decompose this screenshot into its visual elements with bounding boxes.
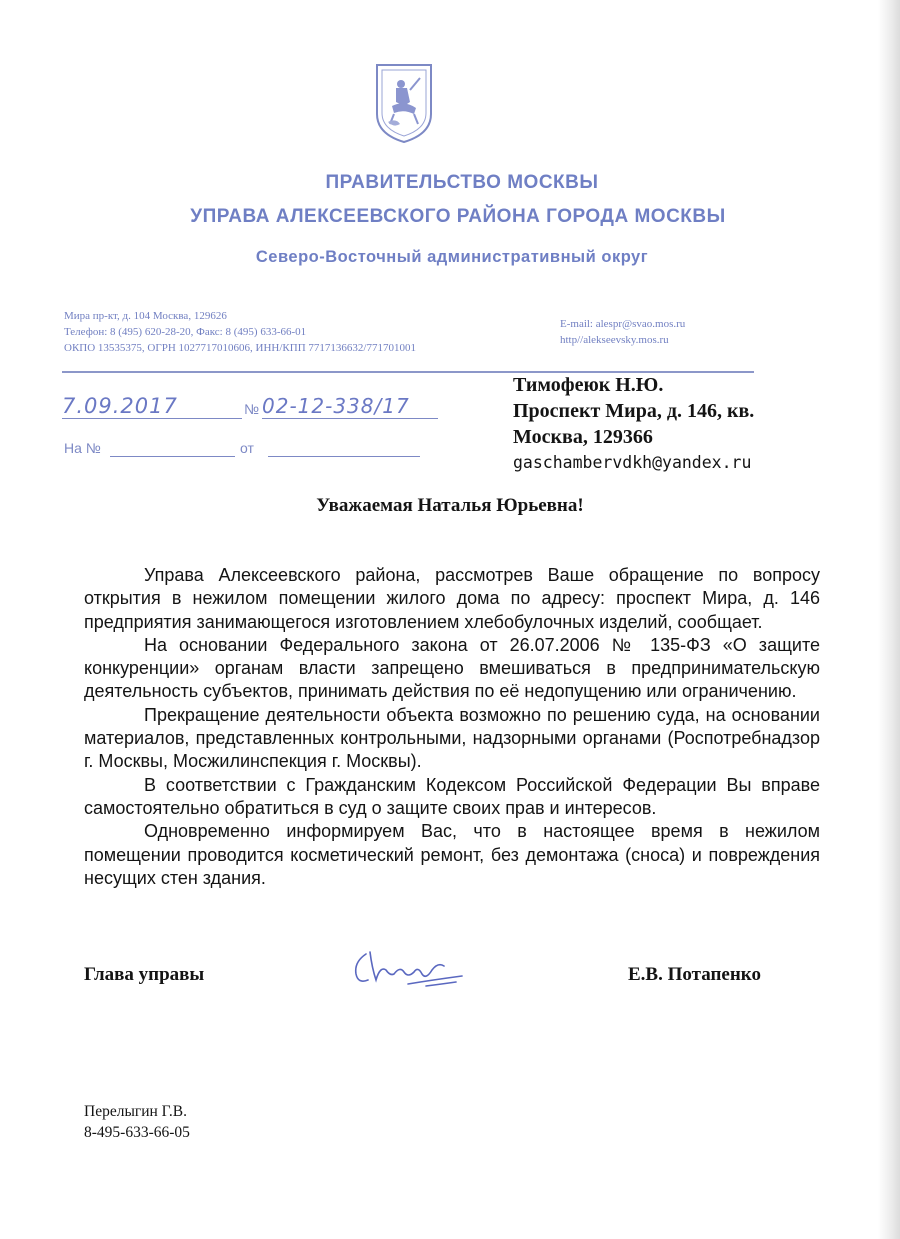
addressee-city: Москва, 129366 (513, 426, 653, 448)
addressee-name: Тимофеюк Н.Ю. (513, 374, 664, 396)
incoming-date-label: от (240, 440, 254, 456)
letterhead-contacts-left (64, 308, 416, 356)
outgoing-number: 02-12-338/17 (262, 394, 438, 419)
signatory-name: Е.В. Потапенко (628, 964, 761, 985)
uprava-title: УПРАВА АЛЕКСЕЕВСКОГО РАЙОНА ГОРОДА МОСКВЫ (190, 206, 726, 227)
government-title: ПРАВИТЕЛЬСТВО МОСКВЫ (325, 172, 599, 193)
paragraph-5: Одновременно информируем Вас, что в настоящее время в нежилом помещении проводится косметический ремонт, без демонтажа (сноса) и повреждения несущих стен здания. (84, 821, 820, 888)
incoming-date-blank (268, 456, 420, 457)
paragraph-3: Прекращение деятельности объекта возможно по решению суда, на основании материалов, представленных контрольными, надзорными органами (Роспотребнадзор г. Москвы, Мосжилинспекция г. Москвы). (84, 704, 820, 772)
executor-name: Перелыгин Г.В. (84, 1103, 187, 1120)
paragraph-1: Управа Алексеевского района, рассмотрев Ваше обращение по вопросу открытия в нежилом помещении жилого дома по адресу: проспект Мира, д. 146 предприятия занимающегося изготовлением хлебобулочных изделий, сообщает. (84, 565, 820, 632)
incoming-number-label: На № (64, 440, 101, 456)
addressee-email: gaschambervdkh@yandex.ru (513, 453, 752, 472)
letter-body (84, 564, 820, 890)
executor-phone: 8-495-633-66-05 (84, 1124, 190, 1141)
outgoing-date: 7.09.2017 (62, 394, 242, 419)
moscow-coat-of-arms-icon (374, 62, 434, 144)
incoming-number-blank (110, 456, 235, 457)
paragraph-2: На основании Федерального закона от 26.07.2006 № 135-ФЗ «О защите конкуренции» органам власти запрещено вмешиваться в предпринимательскую деятельность субъектов, принимать действия по её недопущению или ограничению. (84, 634, 820, 702)
letterhead-email: E-mail: alespr@svao.mos.ru (560, 318, 686, 330)
outgoing-number-label: № (244, 401, 260, 417)
letterhead-address: Мира пр-кт, д. 104 Москва, 129626 (64, 310, 227, 322)
letterhead-website: http//alekseevsky.mos.ru (560, 334, 669, 346)
greeting: Уважаемая Наталья Юрьевна! (316, 495, 584, 516)
letterhead-registration: ОКПО 13535375, ОГРН 1027717010606, ИНН/КПП 7717136632/771701001 (64, 342, 416, 354)
addressee-street: Проспект Мира, д. 146, кв. (513, 400, 755, 422)
handwritten-signature (346, 944, 468, 992)
okrug-title: Северо-Восточный административный округ (255, 248, 649, 266)
addressee-block (513, 372, 754, 476)
letterhead-phone: Телефон: 8 (495) 620-28-20, Факс: 8 (495) 633-66-01 (64, 326, 307, 338)
signatory-title: Глава управы (84, 964, 205, 985)
paragraph-4: В соответствии с Гражданским Кодексом Российской Федерации Вы вправе самостоятельно обратиться в суд о защите своих прав и интересов. (84, 774, 820, 818)
letterhead-contacts-right (560, 316, 685, 348)
executor-block (84, 1101, 190, 1143)
